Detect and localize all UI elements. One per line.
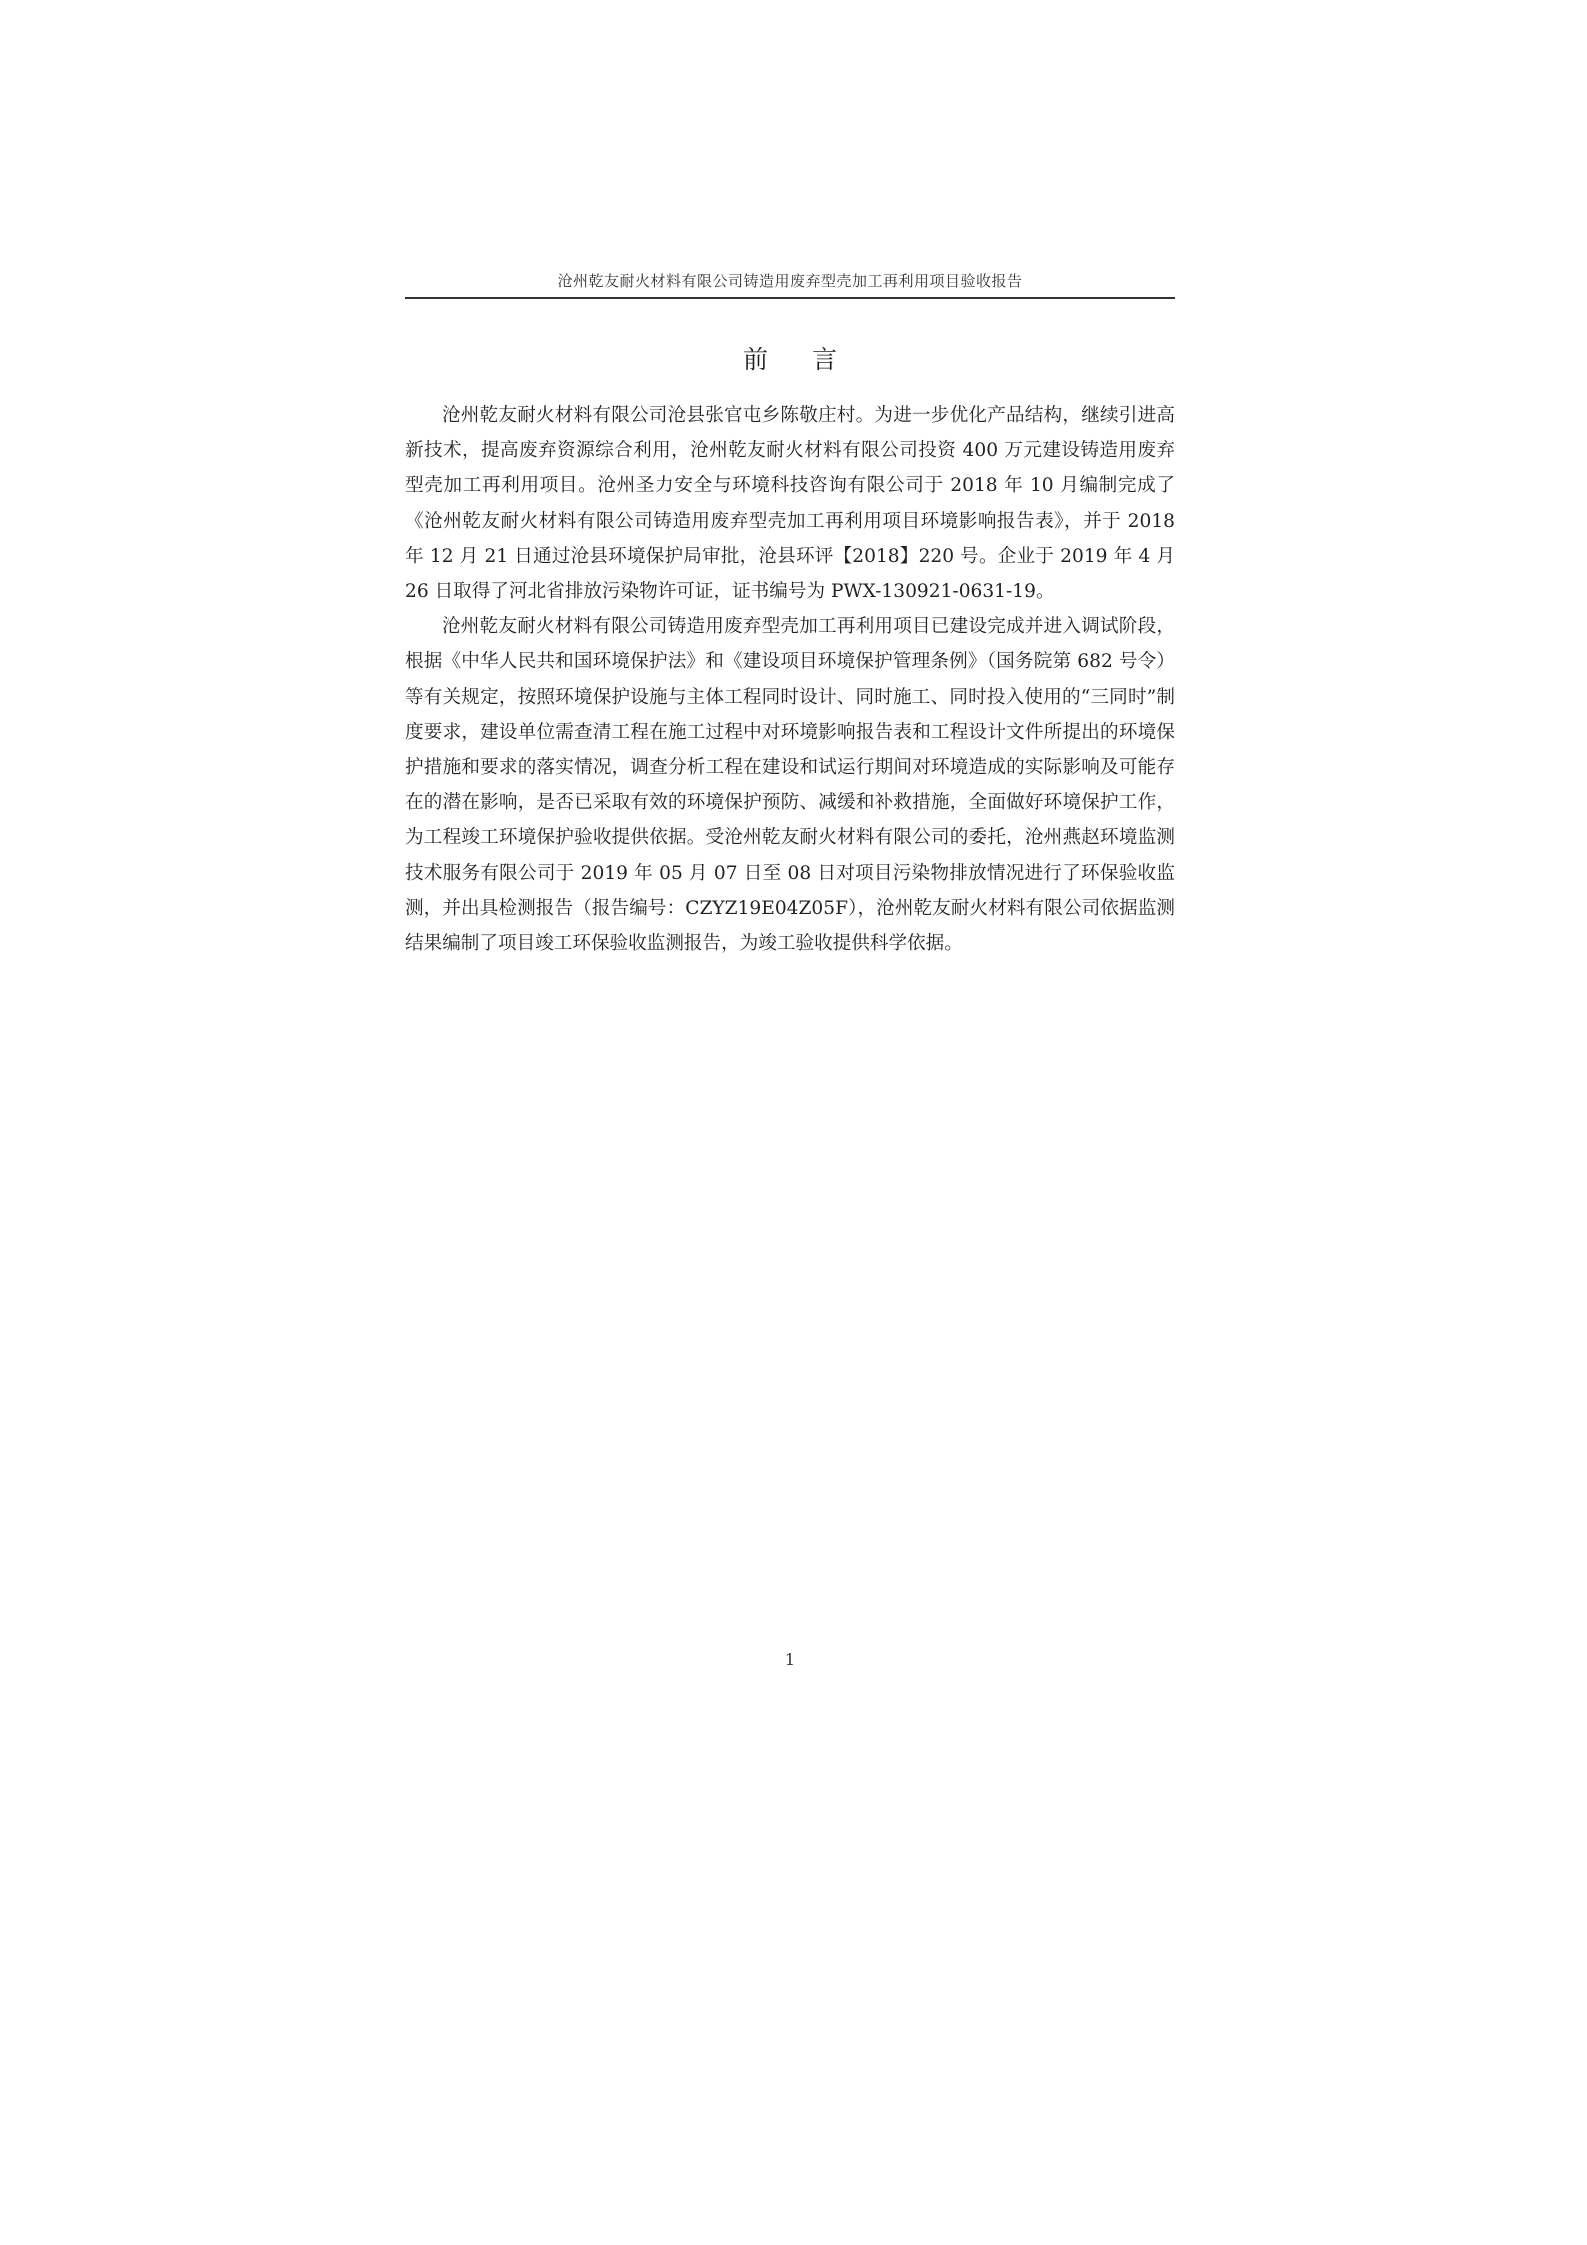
paragraph-1: 沧州乾友耐火材料有限公司沧县张官屯乡陈敬庄村。为进一步优化产品结构，继续引进高新技术，提高废弃资源综合利用，沧州乾友耐火材料有限公司投资 400 万元建设铸造用废弃型壳加工再利用项目。沧州圣力安全与环境科技咨询有限公司于 2018 年 10 月编制完成了《沧州乾友耐火材料有限公司铸造用废弃型壳加工再利用项目环境影响报告表》，并于 2018 年 12 月 21 日通过沧县环境保护局审批，沧县环评【2018】220 号。企业于 2019 年 4 月 26 日取得了河北省排放污染物许可证，证书编号为 PWX-130921-0631-19。	[405, 405, 1175, 603]
body-text	[405, 398, 1175, 961]
page-number: 1	[784, 1650, 796, 1669]
page-title: 前 言	[743, 345, 855, 374]
running-header: 沧州乾友耐火材料有限公司铸造用废弃型壳加工再利用项目验收报告	[557, 272, 1023, 290]
paragraph-2: 沧州乾友耐火材料有限公司铸造用废弃型壳加工再利用项目已建设完成并进入调试阶段，根据《中华人民共和国环境保护法》和《建设项目环境保护管理条例》（国务院第 682 号令）等有关规定，按照环境保护设施与主体工程同时设计、同时施工、同时投入使用的“三同时”制度要求，建设单位需查清工程在施工过程中对环境影响报告表和工程设计文件所提出的环境保护措施和要求的落实情况，调查分析工程在建设和试运行期间对环境造成的实际影响及可能存在的潜在影响，是否已采取有效的环境保护预防、减缓和补救措施，全面做好环境保护工作，为工程竣工环境保护验收提供依据。受沧州乾友耐火材料有限公司的委托，沧州燕赵环境监测技术服务有限公司于 2019 年 05 月 07 日至 08 日对项目污染物排放情况进行了环保验收监测，并出具检测报告（报告编号：CZYZ19E04Z05F），沧州乾友耐火材料有限公司依据监测结果编制了项目竣工环保验收监测报告，为竣工验收提供科学依据。	[405, 616, 1175, 955]
header-divider	[405, 297, 1175, 299]
